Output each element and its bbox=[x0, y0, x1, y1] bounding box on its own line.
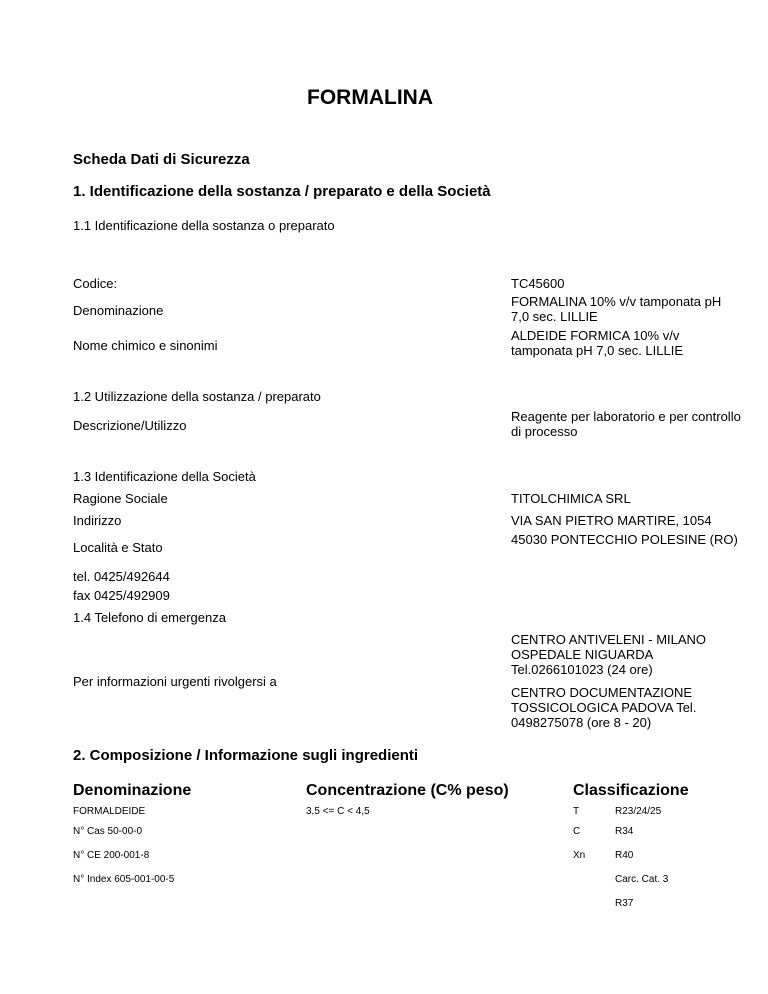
column-header-denominazione: Denominazione bbox=[73, 782, 192, 799]
field-label-ragione-sociale: Ragione Sociale bbox=[73, 491, 168, 506]
document-title: FORMALINA bbox=[307, 86, 433, 109]
risk-phrase: R34 bbox=[615, 826, 634, 837]
hazard-symbol: Xn bbox=[573, 850, 586, 861]
ingredient-index-number: N° Index 605-001-00-5 bbox=[73, 874, 175, 885]
column-header-classificazione: Classificazione bbox=[573, 782, 689, 799]
field-value-nome-chimico: ALDEIDE FORMICA 10% v/v tamponata pH 7,0 sec. LILLIE bbox=[511, 328, 683, 358]
document-subtitle: Scheda Dati di Sicurezza bbox=[73, 151, 250, 168]
risk-phrase: R23/24/25 bbox=[615, 806, 662, 817]
column-header-concentrazione: Concentrazione (C% peso) bbox=[306, 782, 509, 799]
field-label-descrizione: Descrizione/Utilizzo bbox=[73, 418, 187, 433]
field-label-indirizzo: Indirizzo bbox=[73, 513, 122, 528]
field-value-indirizzo: VIA SAN PIETRO MARTIRE, 1054 bbox=[511, 513, 712, 528]
ingredient-ce-number: N° CE 200-001-8 bbox=[73, 850, 150, 861]
field-value-localita: 45030 PONTECCHIO POLESINE (RO) bbox=[511, 532, 738, 547]
field-label-codice: Codice: bbox=[73, 276, 118, 291]
ingredient-cas-number: N° Cas 50-00-0 bbox=[73, 826, 143, 837]
emergency-label: Per informazioni urgenti rivolgersi a bbox=[73, 674, 277, 689]
field-value-denominazione: FORMALINA 10% v/v tamponata pH 7,0 sec. LILLIE bbox=[511, 294, 722, 324]
emergency-contact-milano: CENTRO ANTIVELENI - MILANO OSPEDALE NIGUARDA Tel.0266101023 (24 ore) bbox=[511, 632, 707, 677]
ingredient-concentration: 3,5 <= C < 4,5 bbox=[306, 806, 370, 817]
field-label-denominazione: Denominazione bbox=[73, 303, 164, 318]
section-1-heading: 1. Identificazione della sostanza / preparato e della Società bbox=[73, 183, 491, 200]
emergency-contact-padova: CENTRO DOCUMENTAZIONE TOSSICOLOGICA PADOVA Tel. 0498275078 (ore 8 - 20) bbox=[511, 685, 697, 730]
section-2-heading: 2. Composizione / Informazione sugli ingredienti bbox=[73, 747, 419, 764]
field-value-descrizione: Reagente per laboratorio e per controllo di processo bbox=[511, 409, 741, 439]
risk-phrase: R37 bbox=[615, 898, 634, 909]
section-1-4-heading: 1.4 Telefono di emergenza bbox=[73, 610, 226, 625]
field-label-localita: Località e Stato bbox=[73, 540, 163, 555]
field-value-codice: TC45600 bbox=[511, 276, 565, 291]
section-1-3-heading: 1.3 Identificazione della Società bbox=[73, 469, 256, 484]
section-1-1-heading: 1.1 Identificazione della sostanza o preparato bbox=[73, 218, 335, 233]
section-1-2-heading: 1.2 Utilizzazione della sostanza / preparato bbox=[73, 389, 321, 404]
field-value-ragione-sociale: TITOLCHIMICA SRL bbox=[511, 491, 631, 506]
hazard-symbol: C bbox=[573, 826, 581, 837]
risk-phrase: R40 bbox=[615, 850, 634, 861]
ingredient-name: FORMALDEIDE bbox=[73, 806, 146, 817]
company-tel: tel. 0425/492644 bbox=[73, 569, 170, 584]
hazard-symbol: T bbox=[573, 806, 580, 817]
risk-phrase: Carc. Cat. 3 bbox=[615, 874, 669, 885]
field-label-nome-chimico: Nome chimico e sinonimi bbox=[73, 338, 218, 353]
company-fax: fax 0425/492909 bbox=[73, 588, 170, 603]
